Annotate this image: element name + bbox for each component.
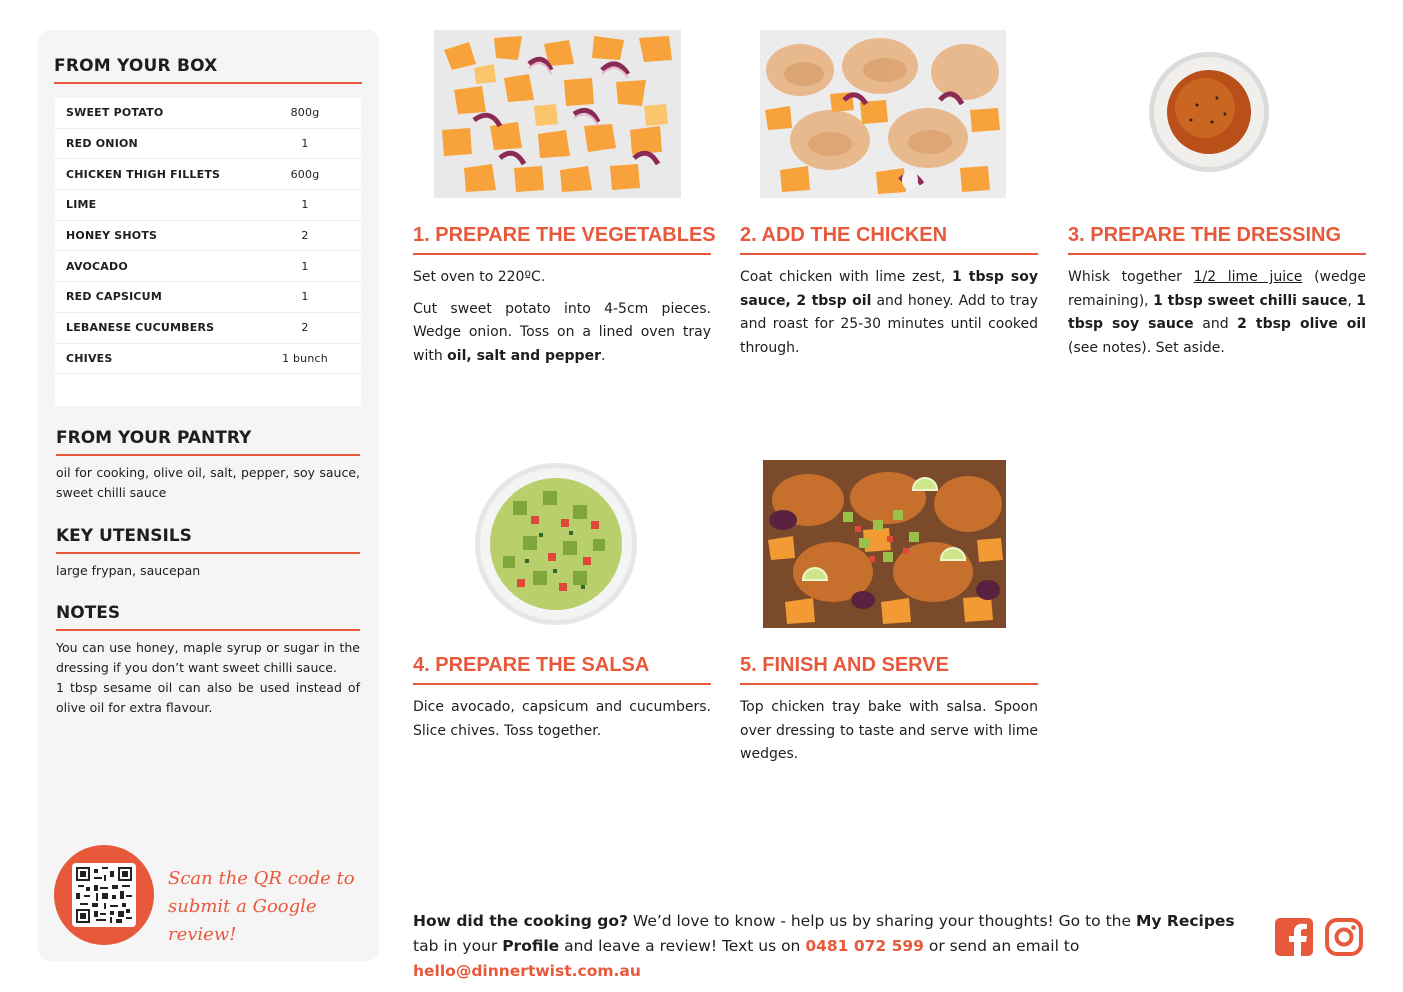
step-3-title: 3. PREPARE THE DRESSING [1068, 224, 1366, 255]
qr-code-icon[interactable] [72, 863, 136, 927]
utensils-heading: KEY UTENSILS [56, 526, 360, 554]
step-1-text: Cut sweet potato into 4-5cm pieces. Wedge onion. Toss on a lined oven tray with [413, 300, 711, 364]
footer-text-3: and leave a review! Text us on [559, 937, 806, 955]
from-your-box-heading: FROM YOUR BOX [54, 56, 362, 84]
ingredient-row [55, 251, 361, 282]
step-3-bold-d: 1 tbsp sweet chilli sauce [1153, 292, 1348, 309]
ingredient-qty: 800g [290, 106, 320, 120]
ingredients-table [55, 98, 361, 406]
notes-text-2: 1 tbsp sesame oil can also be used instead of olive oil for extra flavour. [56, 680, 360, 715]
qr-badge[interactable] [54, 845, 154, 945]
dressing-bowl-photo [1147, 50, 1271, 174]
ingredient-qty: 1 [301, 290, 309, 304]
step-3-text-g: and [1193, 316, 1238, 332]
notes-text-1: You can use honey, maple syrup or sugar in the dressing if you don’t want sweet chilli sauce. [56, 640, 360, 675]
pantry-section [56, 428, 360, 503]
qr-caption [168, 865, 368, 949]
ingredient-qty: 600g [290, 167, 320, 181]
step-5-text: Top chicken tray bake with salsa. Spoon over dressing to taste and serve with lime wedges. [740, 699, 1038, 762]
sidebar [38, 30, 379, 961]
ingredient-name: CHICKEN THIGH FILLETS [66, 167, 221, 181]
step-4-body [413, 696, 711, 751]
feedback-footer [413, 909, 1263, 984]
step-3-text-c: (wedge remaining), [1068, 269, 1366, 309]
step-5-body [740, 696, 1038, 775]
ingredient-name: CHIVES [66, 351, 113, 365]
step-4-text: Dice avocado, capsicum and cucumbers. Slice chives. Toss together. [413, 699, 711, 739]
step-1-bold: oil, salt and pepper [447, 347, 601, 364]
step-3-bold-f: 1 tbsp soy sauce [1068, 292, 1366, 332]
ingredient-name: SWEET POTATO [66, 106, 164, 120]
ingredient-name: RED ONION [66, 137, 138, 151]
ingredient-name: LIME [66, 198, 97, 212]
step-3-body [1068, 266, 1366, 368]
utensils-section [56, 526, 360, 581]
step-3-text-a: Whisk together [1068, 269, 1194, 285]
ingredient-row [55, 313, 361, 344]
step-3-underlined: 1/2 lime juice [1193, 269, 1303, 285]
step-2-bold: 1 tbsp soy sauce, 2 tbsp oil [740, 269, 1039, 309]
ingredient-row [55, 344, 361, 375]
utensils-text: large frypan, saucepan [56, 563, 201, 578]
step-2-title: 2. ADD THE CHICKEN [740, 224, 1038, 255]
facebook-icon[interactable] [1275, 918, 1313, 956]
ingredient-name: LEBANESE CUCUMBERS [66, 321, 215, 335]
ingredient-qty: 1 [301, 198, 309, 212]
ingredient-row [55, 221, 361, 252]
ingredient-row [55, 282, 361, 313]
footer-text-2: tab in your [413, 937, 503, 955]
notes-section [56, 603, 360, 718]
instagram-icon[interactable] [1325, 918, 1363, 956]
ingredient-row [55, 98, 361, 129]
ingredient-qty: 1 bunch [282, 351, 328, 365]
qr-caption-line-1: Scan the QR code to [168, 868, 355, 889]
footer-text-4: or send an email to [923, 937, 1080, 955]
ingredient-qty: 1 [301, 259, 309, 273]
step-5-title: 5. FINISH AND SERVE [740, 654, 1038, 685]
salsa-bowl-photo [473, 461, 639, 627]
footer-profile: Profile [502, 937, 560, 955]
ingredient-qty: 2 [301, 229, 309, 243]
ingredient-row [55, 129, 361, 160]
ingredient-qty: 1 [301, 137, 309, 151]
ingredient-qty: 2 [301, 321, 309, 335]
step-2-body [740, 266, 1038, 368]
step-1-p1: Set oven to 220ºC. [413, 269, 546, 285]
ingredient-row [55, 190, 361, 221]
pantry-text: oil for cooking, olive oil, salt, pepper, soy sauce, sweet chilli sauce [56, 465, 360, 500]
footer-my-recipes: My Recipes [1135, 912, 1235, 930]
step-3-text-e: , [1347, 292, 1357, 309]
qr-caption-line-2: submit a Google review! [168, 896, 317, 945]
vegetables-tray-photo [434, 30, 681, 198]
pantry-heading: FROM YOUR PANTRY [56, 428, 360, 456]
step-1-title: 1. PREPARE THE VEGETABLES [413, 224, 711, 255]
step-2-text-c: and honey. Add to tray and roast for 25-30 minutes until cooked through. [740, 292, 1038, 356]
step-1-end: . [600, 347, 606, 364]
step-4-title: 4. PREPARE THE SALSA [413, 654, 711, 685]
chicken-tray-photo [760, 30, 1006, 198]
step-2-text-a: Coat chicken with lime zest, [740, 269, 952, 285]
footer-question: How did the cooking go? [413, 912, 628, 930]
footer-phone-link[interactable]: 0481 072 599 [805, 937, 924, 955]
ingredient-name: HONEY SHOTS [66, 229, 158, 243]
step-1-body [413, 266, 711, 376]
ingredient-name: AVOCADO [66, 259, 128, 273]
step-3-bold-h: 2 tbsp olive oil [1237, 316, 1366, 332]
step-3-text-i: (see notes). Set aside. [1068, 339, 1225, 356]
footer-text-1: We’d love to know - help us by sharing your thoughts! Go to the [627, 912, 1136, 930]
step-1-p2 [413, 298, 711, 369]
finished-tray-photo [763, 460, 1006, 628]
ingredient-name: RED CAPSICUM [66, 290, 162, 304]
ingredient-row [55, 159, 361, 190]
footer-email-link[interactable]: hello@dinnertwist.com.au [413, 962, 641, 980]
notes-heading: NOTES [56, 603, 360, 631]
